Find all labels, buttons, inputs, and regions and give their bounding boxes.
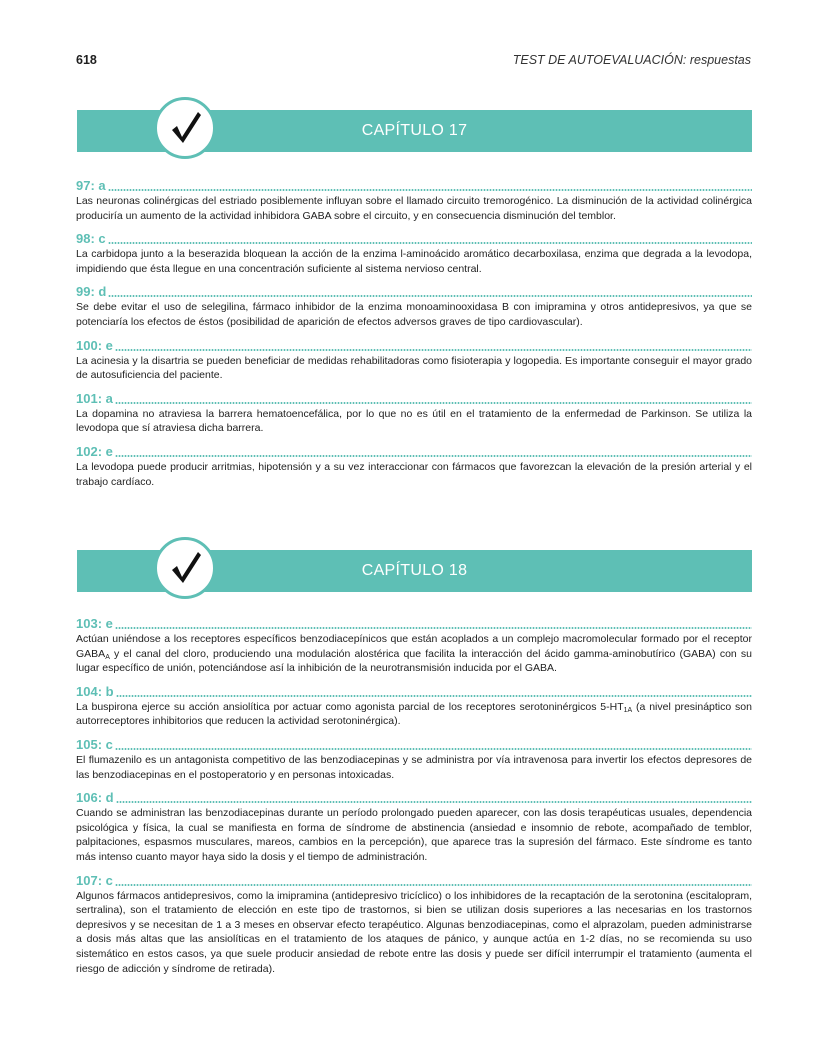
answer-item [76,339,752,383]
answer-head [76,179,752,193]
answer-label: 97: a [76,178,106,193]
answer-text: La levodopa puede producir arritmias, hipotensión y a su vez interaccionar con fármacos que favorezcan la elevación de la presión arterial y el trabajo cardíaco. [76,460,752,488]
answer-label: 100: e [76,337,113,353]
answer-head [76,339,752,353]
answer-item [76,791,752,864]
answer-item [76,392,752,436]
answer-text: Se debe evitar el uso de selegilina, fármaco inhibidor de la enzima monoaminooxidasa B con imipramina y otros antidepresivos, ya que se potenciaría los efectos de éstos (posibilidad de aparición de efectos adversos graves de tipo cardiovascular). [76,301,752,328]
answer-item [76,685,752,729]
answer-head [76,685,752,699]
dot-leader [115,455,752,457]
chapter-title: CAPÍTULO 18 [361,562,468,579]
answer-text: Cuando se administran las benzodiacepinas durante un período prolongado pueden aparecer, con las dosis terapéuticas usuales, dependencia psicológica y física, la cual se manifiesta en forma de síndrome de abstinencia (ansiedad e insomnio de rebote, acompañado de temblor, palpitaciones, espasmos musculares, mareos, cambios en la percepción), que aparece tras la supresión del fármaco. Este síndrome es tanto más intenso cuanto mayor haya sido la dosis y el tiempo de administración. [76,807,752,863]
answer-text-part: (a nivel presináptico son autorreceptores inhibitorios que reducen la actividad serotoninérgica). [76,700,752,728]
answer-text-part: La buspirona ejerce su acción ansiolítica por actuar como agonista parcial de los receptores serotoninérgicos 5-HT [76,700,624,713]
answer-item [76,738,752,782]
answer-label: 103: e [76,616,113,631]
answers-chapter-18 [76,617,752,985]
running-head-main: TEST DE AUTOEVALUACIÓN: [512,53,687,67]
answer-label: 102: e [76,443,113,459]
subscript: A [105,653,110,661]
answer-text: Las neuronas colinérgicas del estriado posiblemente influyan sobre el llamado circuito tremorogénico. La disminución de la actividad colinérgica produciría un aumento de la actividad inhibidora GABA sobre el circuito, y en consecuencia disminución del temblor. [76,195,752,222]
running-head-sub: respuestas [686,53,751,67]
answer-item [76,232,752,276]
dot-leader [115,884,752,886]
answer-head [76,874,752,888]
answer-item [76,445,752,489]
answer-text: La acinesia y la disartria se pueden beneficiar de medidas rehabilitadoras como fisioterapia y logopedia. Es importante conseguir el mayor grado de autosuficiencia del paciente. [76,354,752,382]
answer-item [76,179,752,223]
answer-head [76,392,752,406]
dot-leader [116,801,752,803]
subscript: 1A [623,706,633,714]
answer-label: 98: c [76,231,106,247]
dot-leader [116,695,752,697]
answer-head [76,791,752,805]
chapter-banner [77,110,752,152]
dot-leader [108,242,752,244]
answer-label: 105: c [76,736,113,752]
answer-text [76,700,752,729]
answer-text: La carbidopa junto a la beserazida bloquean la acción de la enzima l-aminoácido aromático decarboxilasa, enzima que degrada a la levodopa, impidiendo que ésta llegue en una concentración suficiente al sistema nervioso central. [76,248,752,275]
dot-leader [108,189,752,191]
dot-leader [115,349,752,351]
chapter-title: CAPÍTULO 17 [361,122,468,139]
running-head [513,53,751,67]
answer-text-part: y el canal del cloro, produciendo una modulación alostérica que facilita la interacción del ácido gamma-aminobutírico (GABA) con su lugar específico de unión, potenciándose así la inhibición de la neurotransmisión inducida por el GABA. [76,647,752,675]
answers-chapter-17 [76,179,752,498]
answer-head [76,445,752,459]
page-number: 618 [76,53,97,67]
answer-head [76,232,752,246]
answer-text: El flumazenilo es un antagonista competitivo de las benzodiacepinas y se administra por vía intravenosa para invertir los efectos depresores de las benzodiacepinas en el postoperatorio y en personas intoxicadas. [76,753,752,781]
answer-text [76,632,752,676]
answer-head [76,738,752,752]
answer-text-part: Actúan uniéndose a los receptores específicos benzodiacepínicos que están acoplados a un complejo macromolecular formado por el receptor GABA [76,633,752,660]
answer-label: 101: a [76,390,113,406]
dot-leader [115,627,752,629]
answer-head [76,285,752,299]
answer-text: La dopamina no atraviesa la barrera hematoencefálica, por lo que no es útil en el tratamiento de la enfermedad de Parkinson. Se utiliza la levodopa que sí atraviesa dicha barrera. [76,407,752,435]
chapter-banner [77,550,752,592]
dot-leader [115,402,752,404]
answer-label: 106: d [76,790,114,806]
answer-text: Algunos fármacos antidepresivos, como la imipramina (antidepresivo tricíclico) o los inhibidores de la recaptación de la serotonina (escitalopram, sertralina), son el tratamiento de elección en este tipo de trastornos, si bien se utilizan dosis superiores a las necesarias en los trastornos depresivos y se necesitan de 1 a 3 meses en observar efecto terapéutico. Algunas benzodiacepinas, como el alprazolam, pueden administrarse a dosis más altas que las ansiolíticas en el tratamiento de los ataques de pánico, y aunque actúa en 1-2 días, no se recomienda su uso sistemático en estos casos, ya que suele producir ansiedad de rebote entre las dosis y puede ser difícil interrumpir el tratamiento (aumenta el riesgo de adicción y síndrome de retirada). [76,889,752,975]
answer-head [76,617,752,631]
answer-label: 104: b [76,683,114,699]
answer-label: 99: d [76,284,107,300]
answer-item [76,285,752,329]
answer-item [76,617,752,676]
dot-leader [115,748,752,750]
dot-leader [108,295,752,297]
answer-item [76,874,752,977]
answer-label: 107: c [76,872,113,888]
